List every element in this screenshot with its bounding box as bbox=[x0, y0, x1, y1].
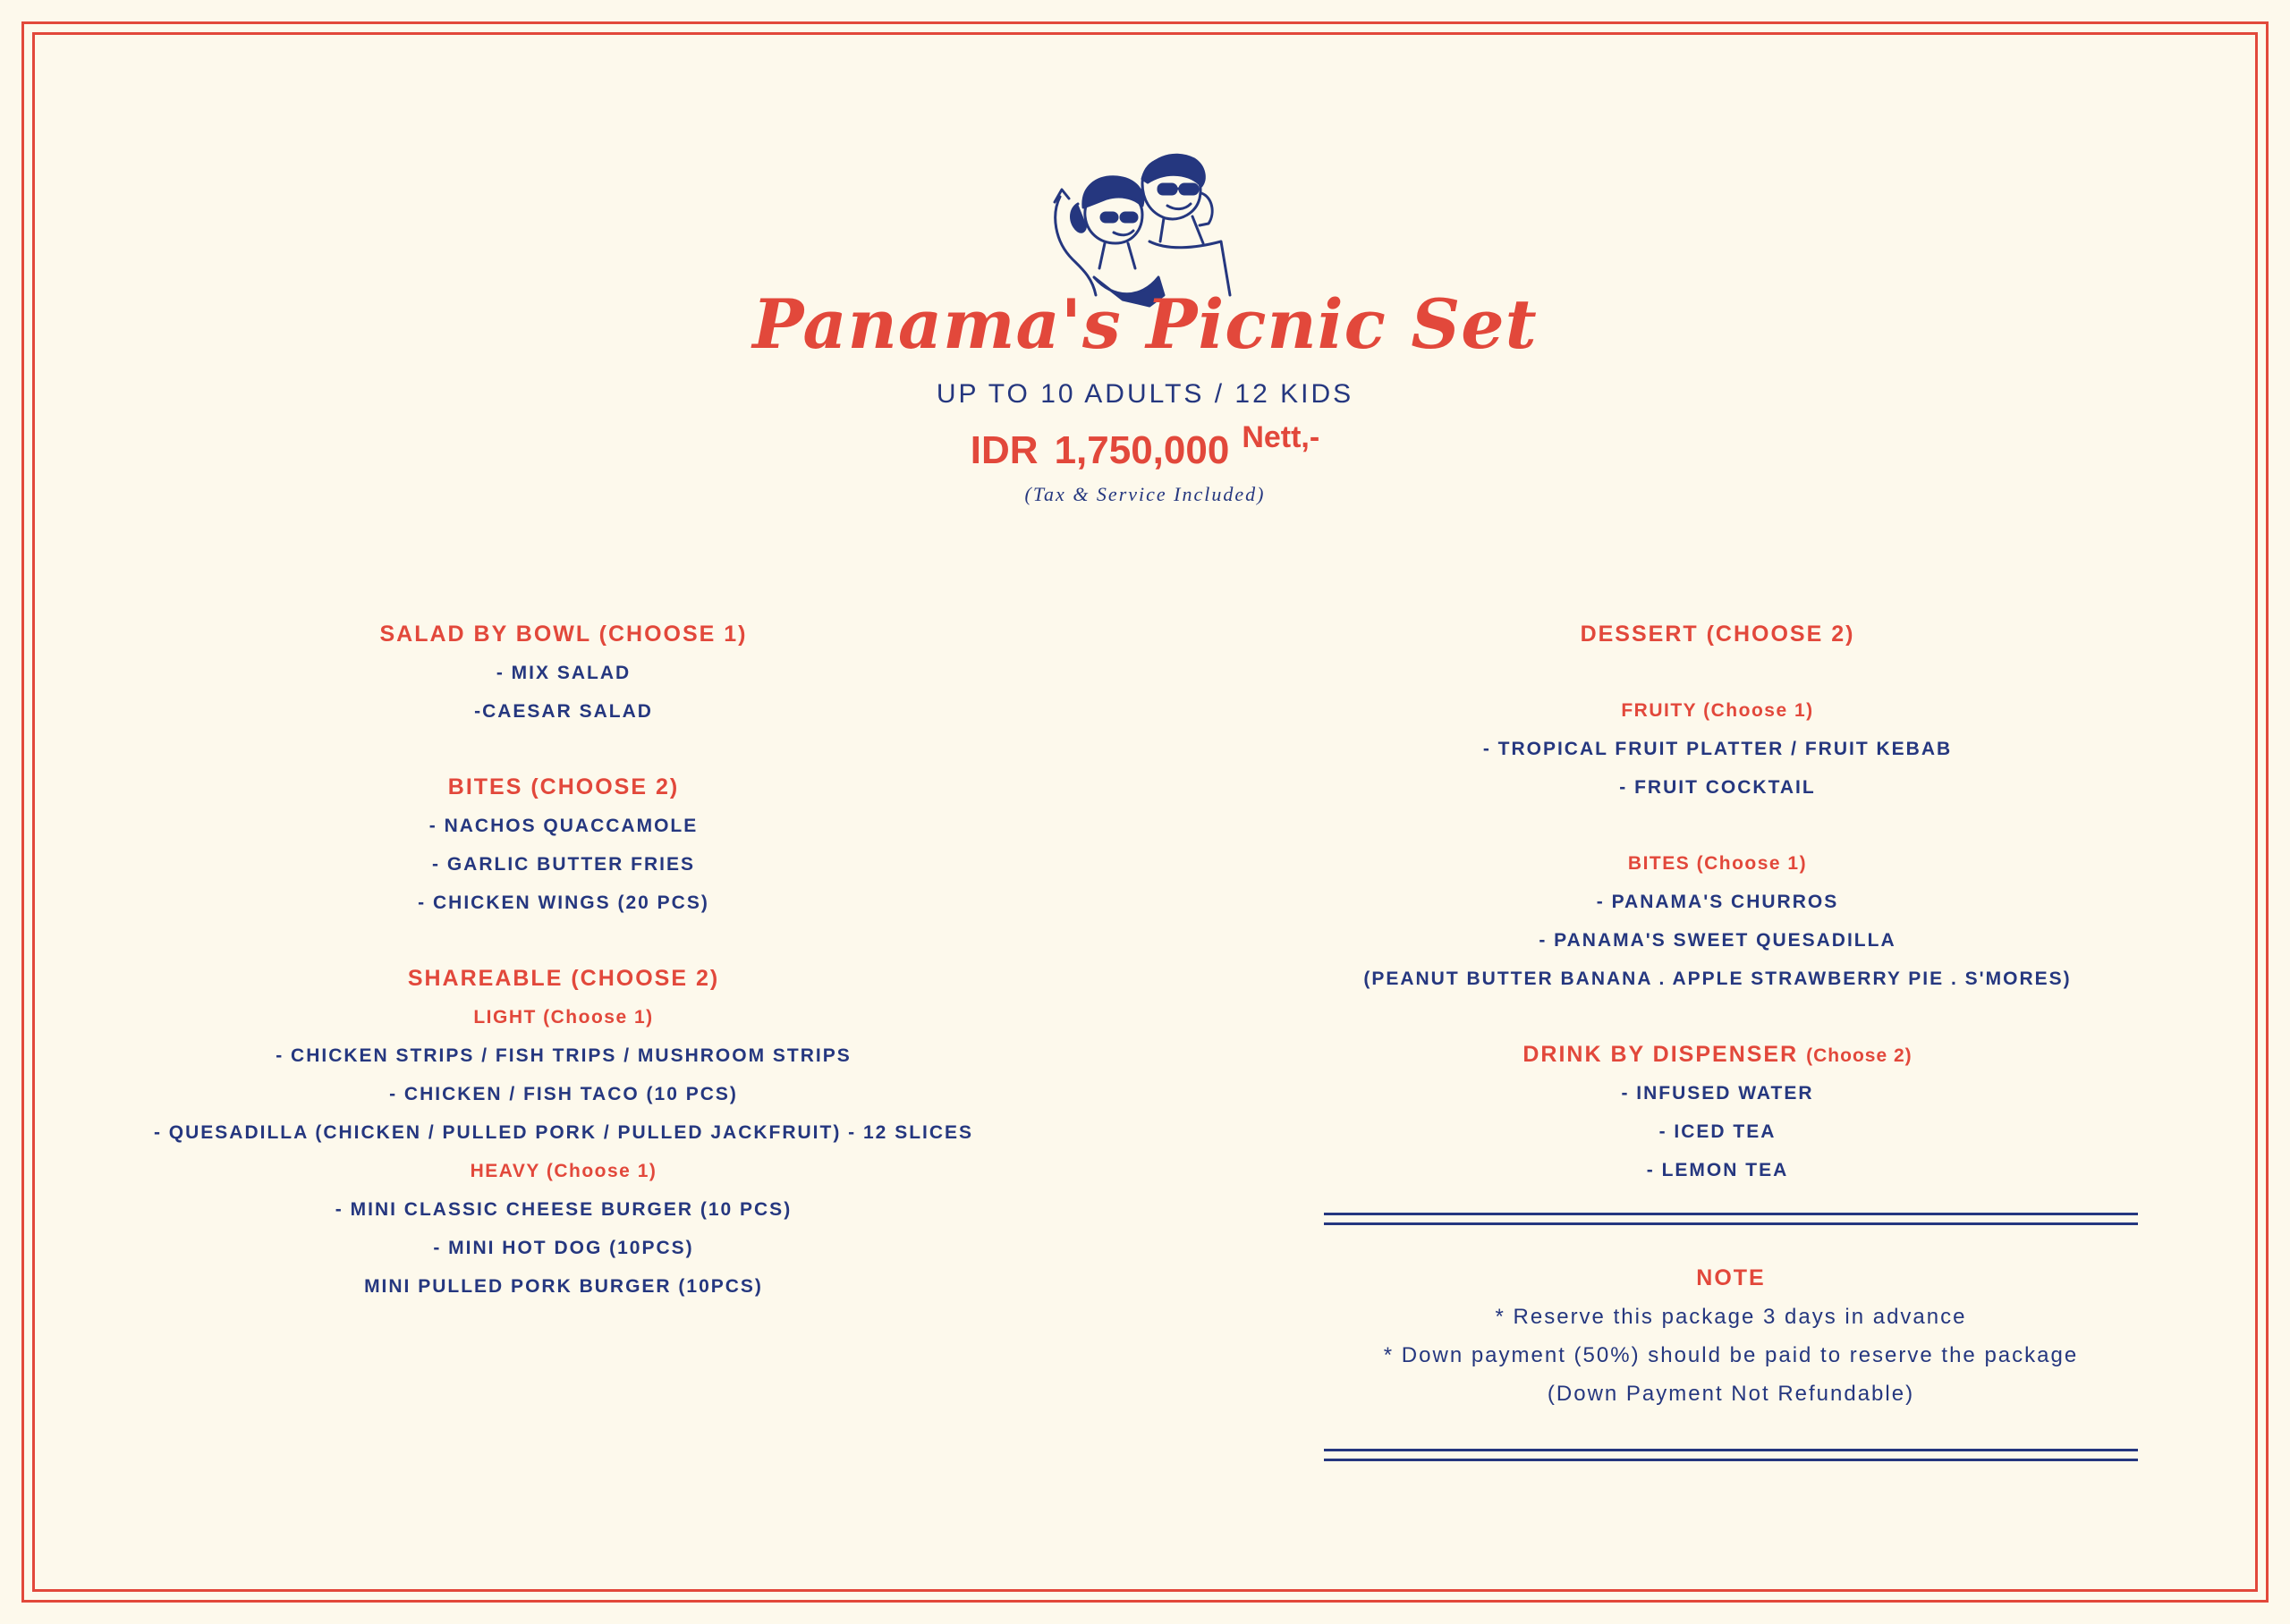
list-item: - CHICKEN WINGS (20 PCS) bbox=[418, 892, 709, 913]
heavy-heading: HEAVY (Choose 1) bbox=[470, 1161, 657, 1181]
list-item: - NACHOS QUACCAMOLE bbox=[428, 816, 699, 836]
note-line: * Down payment (50%) should be paid to reserve the package bbox=[1383, 1343, 2079, 1367]
note-heading: NOTE bbox=[1696, 1265, 1766, 1290]
list-item: - CHICKEN / FISH TACO (10 PCS) bbox=[389, 1084, 738, 1104]
list-item: - LEMON TEA bbox=[1646, 1160, 1789, 1180]
salad-heading: SALAD BY BOWL (CHOOSE 1) bbox=[379, 622, 748, 647]
price-currency: IDR bbox=[970, 428, 1039, 472]
note-line: (Down Payment Not Refundable) bbox=[1547, 1382, 1915, 1406]
list-item: - TROPICAL FRUIT PLATTER / FRUIT KEBAB bbox=[1482, 739, 1953, 759]
dessert-bites-heading: BITES (Choose 1) bbox=[1627, 853, 1808, 874]
list-item: - MINI HOT DOG (10PCS) bbox=[433, 1238, 694, 1258]
list-item: - FRUIT COCKTAIL bbox=[1619, 777, 1816, 798]
page-title: Panama's Picnic Set bbox=[752, 284, 1538, 364]
price-suffix: Nett,- bbox=[1242, 420, 1320, 454]
list-item: -CAESAR SALAD bbox=[474, 701, 653, 722]
drink-heading bbox=[1270, 1036, 2165, 1074]
list-item: - QUESADILLA (CHICKEN / PULLED PORK / PULLED JACKFRUIT) - 12 SLICES bbox=[153, 1122, 974, 1143]
list-item: - ICED TEA bbox=[1658, 1121, 1777, 1142]
list-item: - PANAMA'S CHURROS bbox=[1596, 892, 1839, 912]
list-item: - GARLIC BUTTER FRIES bbox=[432, 854, 695, 875]
list-item: - INFUSED WATER bbox=[1621, 1083, 1814, 1104]
price-value: 1,750,000 bbox=[1054, 428, 1230, 472]
bites-heading: BITES (CHOOSE 2) bbox=[447, 774, 680, 799]
list-item: - CHICKEN STRIPS / FISH TRIPS / MUSHROOM STRIPS bbox=[276, 1045, 852, 1066]
tax-note: (Tax & Service Included) bbox=[1024, 483, 1266, 505]
right-menu-column bbox=[1270, 615, 2165, 1189]
fruity-heading: FRUITY (Choose 1) bbox=[1621, 700, 1814, 721]
left-menu-column bbox=[89, 615, 1038, 1306]
drink-heading-choice: (Choose 2) bbox=[1806, 1045, 1913, 1066]
list-item: MINI PULLED PORK BURGER (10PCS) bbox=[364, 1276, 763, 1297]
divider-bottom bbox=[1324, 1449, 2138, 1461]
capacity-subtitle: UP TO 10 ADULTS / 12 KIDS bbox=[936, 379, 1354, 409]
list-item: - MIX SALAD bbox=[496, 663, 632, 683]
list-item: - MINI CLASSIC CHEESE BURGER (10 PCS) bbox=[335, 1199, 793, 1220]
light-heading: LIGHT (Choose 1) bbox=[473, 1007, 654, 1028]
shareable-heading: SHAREABLE (CHOOSE 2) bbox=[407, 966, 720, 991]
list-item: - PANAMA'S SWEET QUESADILLA bbox=[1539, 930, 1896, 951]
drink-heading-text: DRINK BY DISPENSER bbox=[1522, 1042, 1799, 1067]
note-line: * Reserve this package 3 days in advance bbox=[1495, 1305, 1967, 1329]
list-item: (PEANUT BUTTER BANANA . APPLE STRAWBERRY PIE . S'MORES) bbox=[1363, 968, 2072, 989]
divider-top bbox=[1324, 1213, 2138, 1225]
price bbox=[0, 420, 2290, 473]
dessert-heading: DESSERT (CHOOSE 2) bbox=[1580, 622, 1855, 647]
note-section bbox=[1324, 1259, 2138, 1413]
